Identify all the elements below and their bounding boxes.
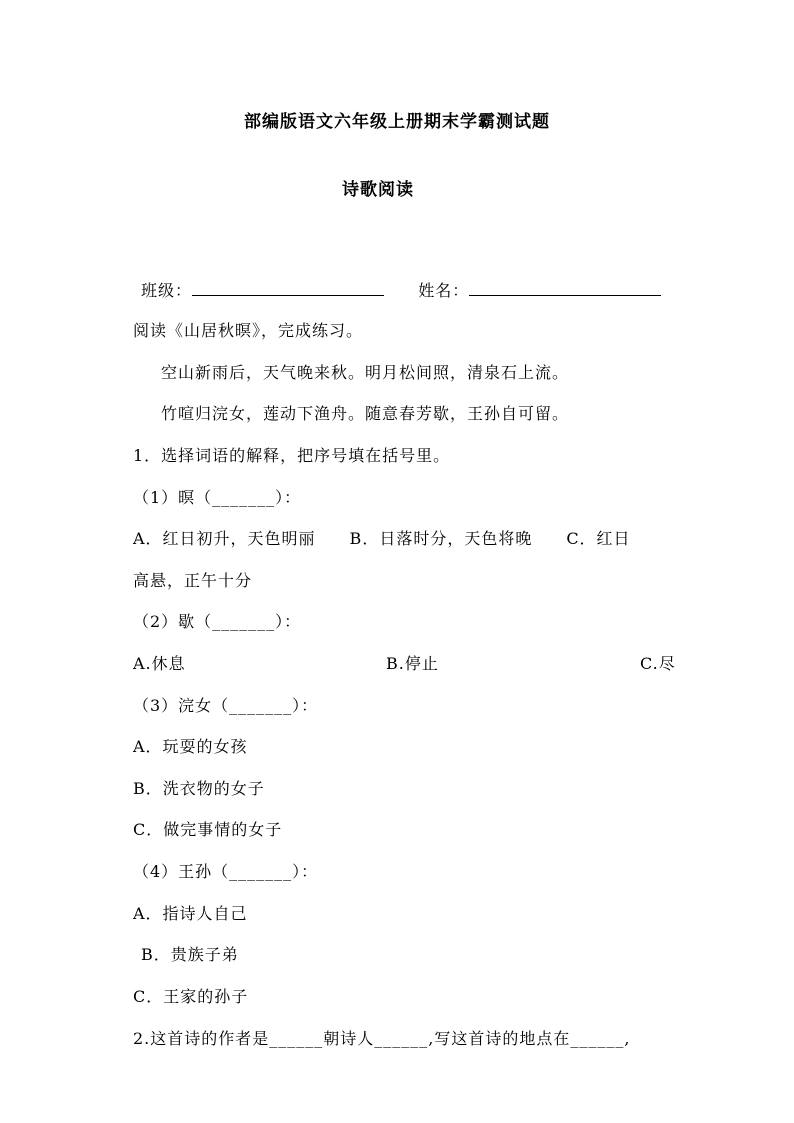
page-title: 部编版语文六年级上册期末学霸测试题 xyxy=(244,112,550,132)
question-1-4-prompt: （4）王孙（_______）： xyxy=(133,862,319,881)
question-1-4-option-b: B．贵族子弟 xyxy=(141,945,239,964)
question-1-2-option-c: C.尽 xyxy=(640,654,676,673)
question-2-stem: 2.这首诗的作者是______朝诗人______,写这首诗的地点在______, xyxy=(133,1029,631,1048)
question-1-3-option-c: C．做完事情的女子 xyxy=(133,820,283,839)
question-1-2-prompt: （2）歇（_______）： xyxy=(133,612,302,631)
question-1-3-prompt: （3）浣女（_______）： xyxy=(133,696,319,715)
question-1-2-option-a: A.休息 xyxy=(133,654,186,673)
section-subtitle: 诗歌阅读 xyxy=(342,180,414,200)
class-blank[interactable] xyxy=(192,281,384,296)
question-1-1-prompt: （1）暝（_______）： xyxy=(133,488,302,507)
question-1-4-option-c: C．王家的孙子 xyxy=(133,987,249,1006)
question-1-1-options: A．红日初升，天色明丽 B．日落时分，天色将晚 C．红日 xyxy=(133,529,631,548)
question-1-1-options-cont: 高悬，正午十分 xyxy=(133,571,253,590)
question-1-3-option-b: B．洗衣物的女子 xyxy=(133,779,265,798)
question-1-2-option-b: B.停止 xyxy=(386,654,439,673)
student-info-row xyxy=(141,281,661,301)
class-label: 班级： xyxy=(141,281,193,300)
name-blank[interactable] xyxy=(469,281,661,296)
question-1-3-option-a: A．玩耍的女孩 xyxy=(133,737,248,756)
name-label: 姓名： xyxy=(418,281,470,300)
poem-line-1: 空山新雨后，天气晚来秋。明月松间照，清泉石上流。 xyxy=(161,363,570,382)
poem-line-2: 竹喧归浣女，莲动下渔舟。随意春芳歇，王孙自可留。 xyxy=(161,404,570,423)
reading-instruction: 阅读《山居秋暝》，完成练习。 xyxy=(133,321,364,340)
question-1-stem: 1．选择词语的解释，把序号填在括号里。 xyxy=(133,446,451,465)
question-1-4-option-a: A．指诗人自己 xyxy=(133,904,248,923)
